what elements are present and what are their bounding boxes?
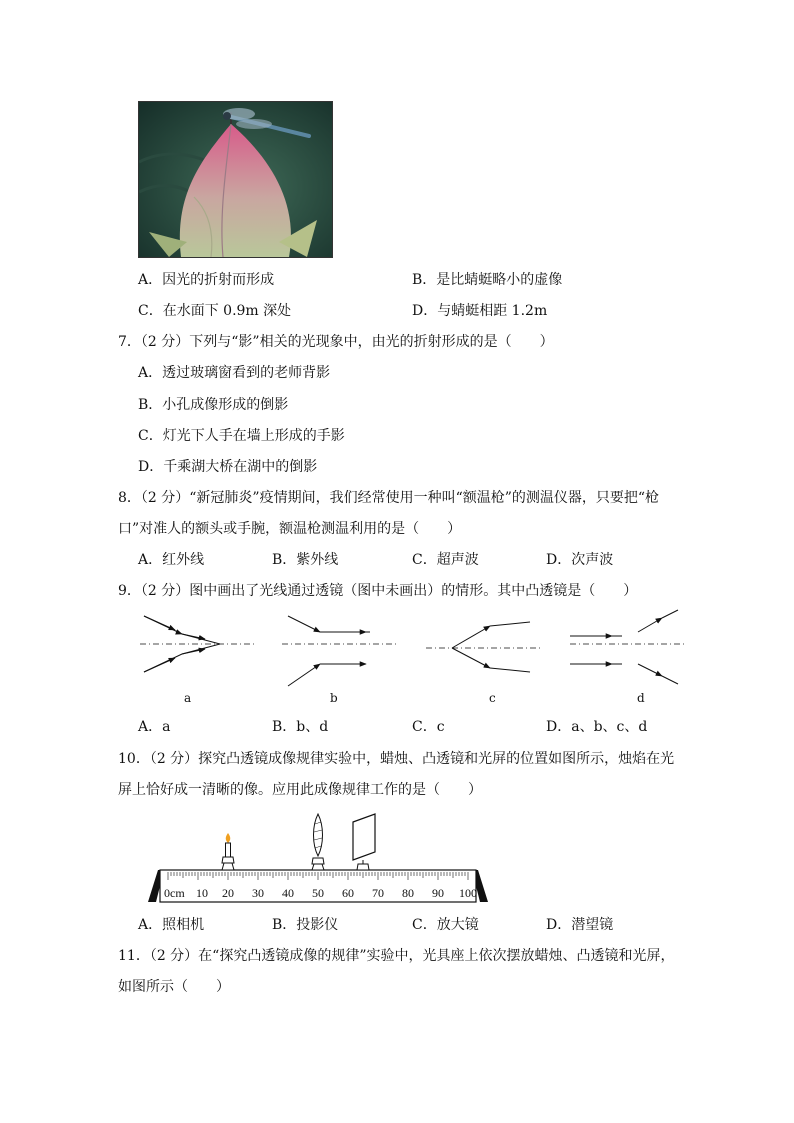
convex-lens bbox=[312, 814, 324, 870]
q8-option-c: C．超声波 bbox=[412, 552, 479, 568]
q7-option-b: B．小孔成像形成的倒影 bbox=[138, 397, 289, 413]
ruler-tick-label: 100 bbox=[459, 886, 477, 900]
q10-option-b: B．投影仪 bbox=[272, 917, 339, 933]
light-screen bbox=[353, 814, 375, 870]
q8-stem-line2: 口”对准人的额头或手腕，额温枪测温利用的是（ ） bbox=[118, 521, 462, 537]
ruler-tick-label: 50 bbox=[312, 886, 324, 900]
q7-option-a: A．透过玻璃窗看到的老师背影 bbox=[138, 365, 331, 381]
lotus-dragonfly-photo bbox=[138, 101, 333, 258]
q7-option-c: C．灯光下人手在墙上形成的手影 bbox=[138, 428, 345, 444]
q9-option-b: B．b、d bbox=[272, 719, 329, 735]
q8-option-b: B．紫外线 bbox=[272, 552, 339, 568]
candle bbox=[222, 833, 234, 870]
ruler-tick-label: 80 bbox=[402, 886, 414, 900]
q9-option-c: C．c bbox=[412, 719, 445, 735]
q9-label-c: c bbox=[489, 691, 496, 705]
ruler-tick-label: 30 bbox=[252, 886, 264, 900]
q10-option-c: C．放大镜 bbox=[412, 917, 479, 933]
ruler-tick-label: 60 bbox=[342, 886, 354, 900]
ruler-unit-label: 0cm bbox=[164, 886, 185, 900]
q6-option-b: B．是比蜻蜓略小的虚像 bbox=[412, 272, 563, 288]
q8-stem-line1: 8．（2 分）“新冠肺炎”疫情期间，我们经常使用一种叫“额温枪”的测温仪器，只要把“枪 bbox=[118, 490, 660, 506]
q7-stem: 7．（2 分）下列与“影”相关的光现象中，由光的折射形成的是（ ） bbox=[118, 334, 554, 350]
ruler-tick-label: 20 bbox=[222, 886, 234, 900]
q6-option-d: D．与蜻蜓相距 1.2m bbox=[412, 303, 548, 319]
q6-option-a: A．因光的折射而形成 bbox=[138, 272, 275, 288]
q9-stem: 9．（2 分）图中画出了光线通过透镜（图中未画出）的情形。其中凸透镜是（ ） bbox=[118, 583, 638, 599]
ruler-tick-label: 10 bbox=[196, 886, 208, 900]
q9-option-a: A．a bbox=[138, 719, 171, 735]
q10-stem-line1: 10．（2 分）探究凸透镜成像规律实验中，蜡烛、凸透镜和光屏的位置如图所示，烛焰在光 bbox=[118, 751, 675, 767]
q11-stem-line1: 11．（2 分）在“探究凸透镜成像的规律”实验中，光具座上依次摆放蜡烛、凸透镜和光屏， bbox=[118, 948, 675, 964]
ruler-tick-label: 70 bbox=[372, 886, 384, 900]
ruler-tick-label: 90 bbox=[432, 886, 444, 900]
q7-option-d: D．千乘湖大桥在湖中的倒影 bbox=[138, 459, 318, 475]
q10-option-d: D．潜望镜 bbox=[546, 917, 614, 933]
q8-option-a: A．红外线 bbox=[138, 552, 205, 568]
q8-option-d: D．次声波 bbox=[546, 552, 614, 568]
q10-stem-line2: 屏上恰好成一清晰的像。应用此成像规律工作的是（ ） bbox=[118, 782, 482, 798]
q6-option-c: C．在水面下 0.9m 深处 bbox=[138, 303, 292, 319]
q9-lens-ray-diagrams bbox=[130, 608, 700, 713]
q9-label-d: d bbox=[637, 691, 645, 705]
q10-option-a: A．照相机 bbox=[138, 917, 205, 933]
q11-stem-line2: 如图所示（ ） bbox=[118, 979, 230, 995]
ruler-tick-label: 40 bbox=[282, 886, 294, 900]
q9-label-a: a bbox=[184, 691, 192, 705]
q10-optical-bench bbox=[138, 806, 498, 906]
q9-label-b: b bbox=[330, 691, 338, 705]
q9-option-d: D．a、b、c、d bbox=[546, 719, 648, 735]
